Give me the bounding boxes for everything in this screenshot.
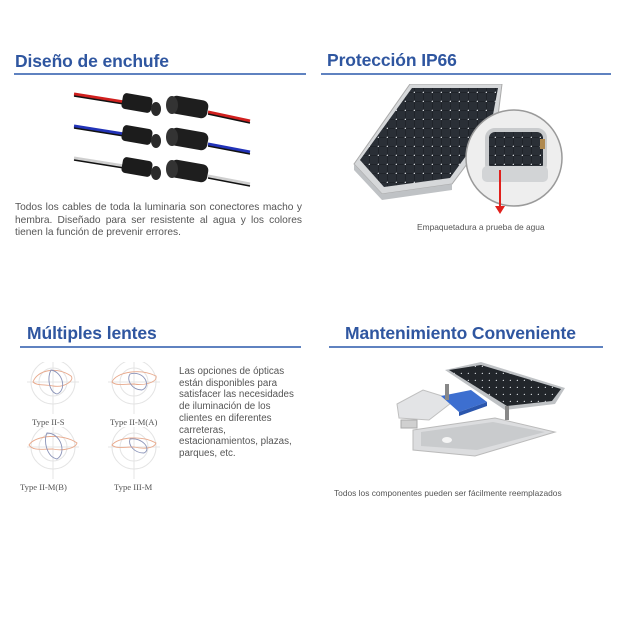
title-underline — [14, 73, 306, 75]
lens-type-label: Type II-M(B) — [20, 482, 67, 492]
section-title: Múltiples lentes — [27, 323, 157, 343]
title-underline — [329, 346, 603, 348]
section-caption: Empaquetadura a prueba de agua — [417, 222, 545, 232]
section-caption: Todos los componentes pueden ser fácilmente reemplazados — [334, 488, 562, 498]
lens-type-ii-m-b-diagram — [27, 427, 79, 479]
lens-type-iii-m-diagram — [108, 427, 160, 479]
lens-type-ii-s-diagram — [27, 362, 79, 414]
title-underline — [321, 73, 611, 75]
title-underline — [20, 346, 301, 348]
section-description: Todos los cables de toda la luminaria son conectores macho y hembra. Diseñado para ser resistente al agua y los colores tienen la función de prevenir errores. — [15, 202, 302, 239]
exploded-luminaire-image — [385, 360, 565, 460]
lens-type-label: Type II-M(A) — [110, 417, 158, 427]
lens-type-label: Type II-S — [32, 417, 65, 427]
section-title: Diseño de enchufe — [15, 51, 169, 71]
section-title: Mantenimiento Conveniente — [345, 323, 576, 343]
solar-panel-gasket-image — [352, 84, 572, 214]
connector-cables-image — [72, 86, 252, 188]
section-title: Protección IP66 — [327, 50, 457, 70]
lens-type-label: Type III-M — [114, 482, 153, 492]
lens-type-ii-m-a-diagram — [108, 362, 160, 414]
section-description: Las opciones de ópticas están disponibles para satisfacer las necesidades de iluminación de los clientes en diferentes carreteras, estacionamientos, plazas, parques, etc. — [179, 366, 294, 459]
